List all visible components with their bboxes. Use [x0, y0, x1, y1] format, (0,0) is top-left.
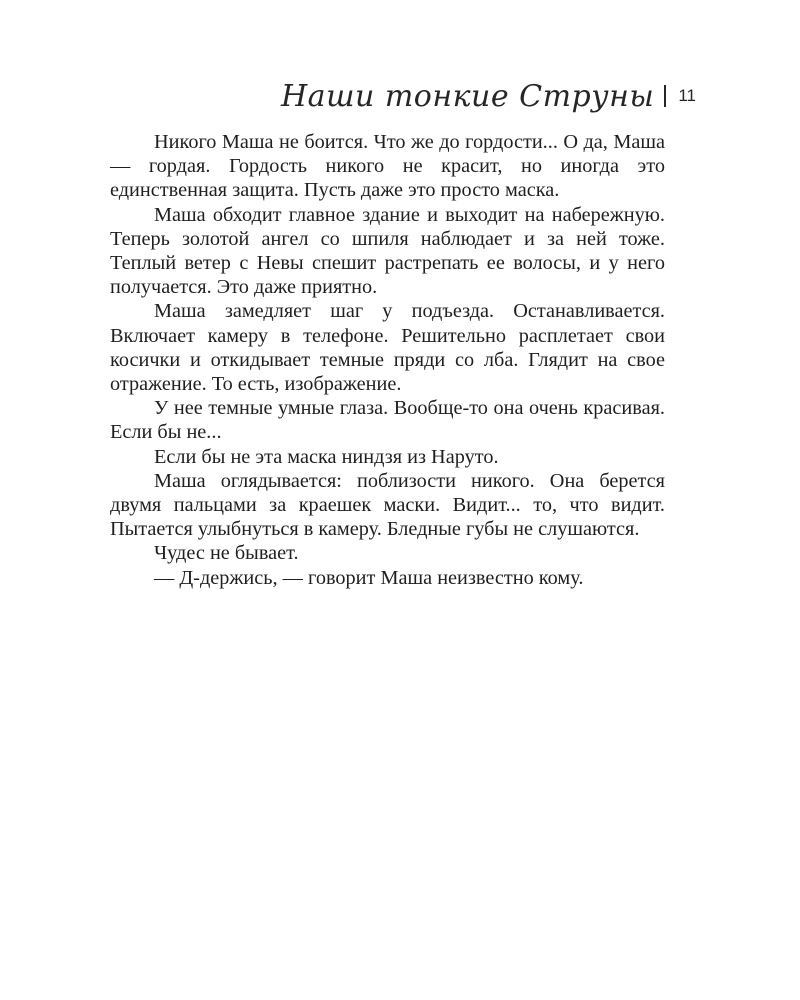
body-text [110, 130, 665, 590]
header-separator [664, 85, 666, 107]
paragraph: — Д-держись, — говорит Маша неизвестно кому. [154, 566, 584, 589]
paragraph: Если бы не эта маска ниндзя из Наруто. [154, 445, 499, 468]
paragraph: Маша обходит главное здание и выходит на набережную. Теперь золотой ангел со шпиля наблюдает и за ней тоже. Теплый ветер с Невы спешит растрепать ее волосы, и у него получается. Это даже приятно. [110, 203, 665, 299]
paragraph: У нее темные умные глаза. Вообще-то она очень красивая. Если бы не... [110, 397, 665, 444]
paragraph: Никого Маша не боится. Что же до гордости... О да, Маша — гордая. Гордость никого не красит, но иногда это единственная защита. Пусть даже это просто маска. [110, 131, 665, 202]
paragraph: Маша замедляет шаг у подъезда. Останавливается. Включает камеру в телефоне. Решительно расплетает свои косички и откидывает темные пряди со лба. Глядит на свое отражение. То есть, изображение. [110, 300, 665, 396]
paragraph: Маша оглядывается: поблизости никого. Она берется двумя пальцами за краешек маски. Видит... то, что видит. Пытается улыбнуться в камеру. Бледные губы не слушаются. [110, 469, 665, 541]
running-title: Наши тонкие Струны [281, 78, 655, 114]
page-number: 11 [678, 86, 696, 105]
paragraph: Чудес не бывает. [154, 542, 299, 565]
running-header [281, 74, 696, 118]
